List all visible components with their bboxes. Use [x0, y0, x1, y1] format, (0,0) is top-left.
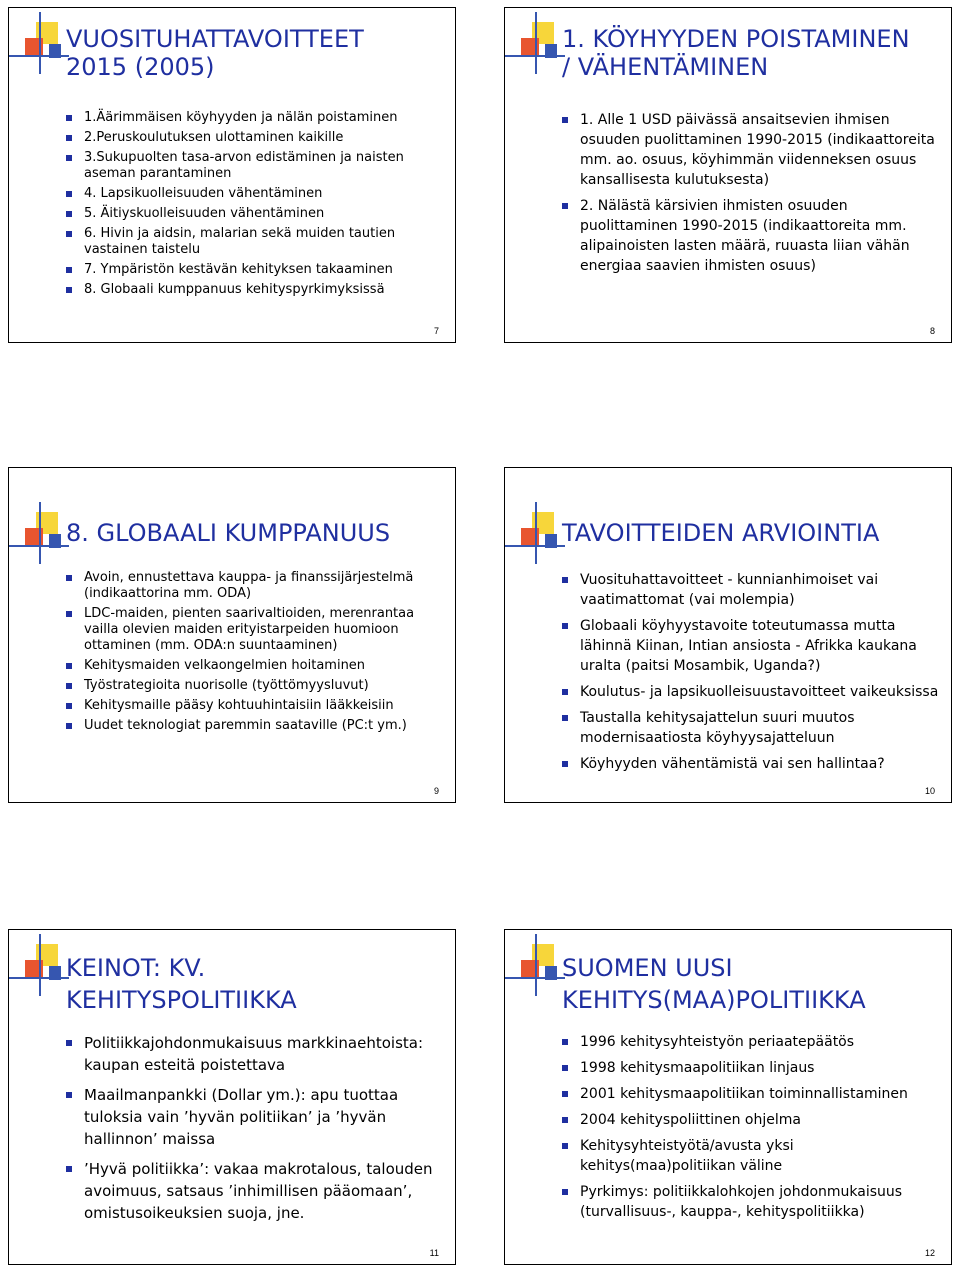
- list-item: 1.Äärimmäisen köyhyyden ja nälän poistaminen: [66, 110, 445, 126]
- list-item: 4. Lapsikuolleisuuden vähentäminen: [66, 186, 445, 202]
- list-item: 2. Nälästä kärsivien ihmisten osuuden puolittaminen 1990-2015 (indikaattoreita mm. alipainoisten lasten määrä, ruuasta liian vähän energiaa saavien ihmisten osuus): [562, 196, 941, 276]
- bullet-list: [66, 570, 445, 738]
- bullet-list: [562, 110, 941, 282]
- bullet-icon: [66, 135, 72, 141]
- bullet-icon: [562, 577, 568, 583]
- list-item: 1. Alle 1 USD päivässä ansaitsevien ihmisen osuuden puolittaminen 1990-2015 (indikaattoreita mm. ao. osuus, köyhimmän viidenneksen osuus kansallisesta kulutuksesta): [562, 110, 941, 190]
- bullet-icon: [66, 191, 72, 197]
- slide-7: [8, 7, 456, 343]
- slide-8: [504, 7, 952, 343]
- page-number: 7: [433, 326, 439, 336]
- list-item: Vuosituhattavoitteet - kunnianhimoiset vai vaatimattomat (vai molempia): [562, 570, 941, 610]
- slide-title: 8. GLOBAALI KUMPPANUUS: [66, 519, 391, 547]
- bullet-list: [66, 110, 445, 302]
- bullet-icon: [562, 623, 568, 629]
- slide-title: TAVOITTEIDEN ARVIOINTIA: [562, 519, 880, 547]
- page-number: 9: [433, 786, 439, 796]
- list-item: 2004 kehityspoliittinen ohjelma: [562, 1110, 941, 1130]
- list-item: 1998 kehitysmaapolitiikan linjaus: [562, 1058, 941, 1078]
- bullet-icon: [66, 155, 72, 161]
- slide-decoration-icon: [505, 930, 565, 1010]
- bullet-icon: [66, 575, 72, 581]
- bullet-icon: [66, 703, 72, 709]
- list-item: 6. Hivin ja aidsin, malarian sekä muiden tautien vastainen taistelu: [66, 226, 445, 258]
- bullet-icon: [562, 203, 568, 209]
- slide-12: [504, 929, 952, 1265]
- slide-decoration-icon: [505, 8, 565, 88]
- list-item: Globaali köyhyystavoite toteutumassa mutta lähinnä Kiinan, Intian ansiosta - Afrikka kaukana uralta (paitsi Mosambik, Uganda?): [562, 616, 941, 676]
- page-number: 11: [429, 1248, 439, 1258]
- page-number: 8: [929, 326, 935, 336]
- page-number: 12: [924, 1248, 935, 1258]
- list-item: Politiikkajohdonmukaisuus markkinaehtoista: kaupan esteitä poistettava: [66, 1032, 445, 1076]
- slide-9: [8, 467, 456, 803]
- list-item: 2001 kehitysmaapolitiikan toiminnallistaminen: [562, 1084, 941, 1104]
- bullet-icon: [66, 663, 72, 669]
- list-item: Kehitysmaille pääsy kohtuuhintaisiin lääkkeisiin: [66, 698, 445, 714]
- bullet-icon: [66, 723, 72, 729]
- bullet-list: [66, 1032, 445, 1232]
- bullet-icon: [66, 267, 72, 273]
- slide-decoration-icon: [9, 8, 69, 88]
- list-item: Köyhyyden vähentämistä vai sen hallintaa?: [562, 754, 941, 774]
- bullet-icon: [562, 1189, 568, 1195]
- bullet-icon: [66, 211, 72, 217]
- slide-10: [504, 467, 952, 803]
- list-item: 3.Sukupuolten tasa-arvon edistäminen ja naisten aseman parantaminen: [66, 150, 445, 182]
- slide-title: SUOMEN UUSI KEHITYS(MAA)POLITIIKKA: [562, 954, 866, 1014]
- bullet-icon: [562, 1117, 568, 1123]
- list-item: 2.Peruskoulutuksen ulottaminen kaikille: [66, 130, 445, 146]
- list-item: LDC-maiden, pienten saarivaltioiden, merenrantaa vailla olevien maiden erityistarpeiden huomioon ottaminen (mm. ODA:n suuntaaminen): [66, 606, 445, 654]
- list-item: 8. Globaali kumppanuus kehityspyrkimyksissä: [66, 282, 445, 298]
- slide-decoration-icon: [505, 498, 565, 578]
- bullet-icon: [66, 231, 72, 237]
- bullet-icon: [562, 689, 568, 695]
- bullet-icon: [562, 1091, 568, 1097]
- slide-decoration-icon: [9, 498, 69, 578]
- bullet-icon: [562, 761, 568, 767]
- slide-decoration-icon: [9, 930, 69, 1010]
- bullet-icon: [66, 1092, 72, 1098]
- bullet-icon: [562, 715, 568, 721]
- slide-title: 1. KÖYHYYDEN POISTAMINEN / VÄHENTÄMINEN: [562, 25, 910, 81]
- bullet-icon: [562, 117, 568, 123]
- list-item: Koulutus- ja lapsikuolleisuustavoitteet vaikeuksissa: [562, 682, 941, 702]
- bullet-icon: [66, 287, 72, 293]
- bullet-list: [562, 1032, 941, 1228]
- list-item: Maailmanpankki (Dollar ym.): apu tuottaa tuloksia vain ’hyvän politiikan’ ja ’hyvän hallinnon’ maissa: [66, 1084, 445, 1150]
- list-item: Pyrkimys: politiikkalohkojen johdonmukaisuus (turvallisuus-, kauppa-, kehityspolitiikka): [562, 1182, 941, 1222]
- list-item: 7. Ympäristön kestävän kehityksen takaaminen: [66, 262, 445, 278]
- slide-title: VUOSITUHATTAVOITTEET 2015 (2005): [66, 25, 364, 81]
- bullet-icon: [66, 611, 72, 617]
- page-number: 10: [924, 786, 935, 796]
- bullet-icon: [66, 683, 72, 689]
- list-item: Taustalla kehitysajattelun suuri muutos modernisaatiosta köyhyysajatteluun: [562, 708, 941, 748]
- list-item: Kehitysyhteistyötä/avusta yksi kehitys(maa)politiikan väline: [562, 1136, 941, 1176]
- list-item: ’Hyvä politiikka’: vakaa makrotalous, talouden avoimuus, satsaus ’inhimillisen pääomaan’, omistusoikeuksien suoja, jne.: [66, 1158, 445, 1224]
- list-item: Kehitysmaiden velkaongelmien hoitaminen: [66, 658, 445, 674]
- bullet-icon: [66, 1166, 72, 1172]
- list-item: 5. Äitiyskuolleisuuden vähentäminen: [66, 206, 445, 222]
- bullet-icon: [66, 115, 72, 121]
- list-item: 1996 kehitysyhteistyön periaatepäätös: [562, 1032, 941, 1052]
- bullet-icon: [562, 1039, 568, 1045]
- slide-title: KEINOT: KV. KEHITYSPOLITIIKKA: [66, 954, 297, 1014]
- list-item: Työstrategioita nuorisolle (työttömyysluvut): [66, 678, 445, 694]
- bullet-icon: [66, 1040, 72, 1046]
- bullet-icon: [562, 1143, 568, 1149]
- slide-11: [8, 929, 456, 1265]
- list-item: Avoin, ennustettava kauppa- ja finanssijärjestelmä (indikaattorina mm. ODA): [66, 570, 445, 602]
- bullet-icon: [562, 1065, 568, 1071]
- list-item: Uudet teknologiat paremmin saataville (PC:t ym.): [66, 718, 445, 734]
- bullet-list: [562, 570, 941, 780]
